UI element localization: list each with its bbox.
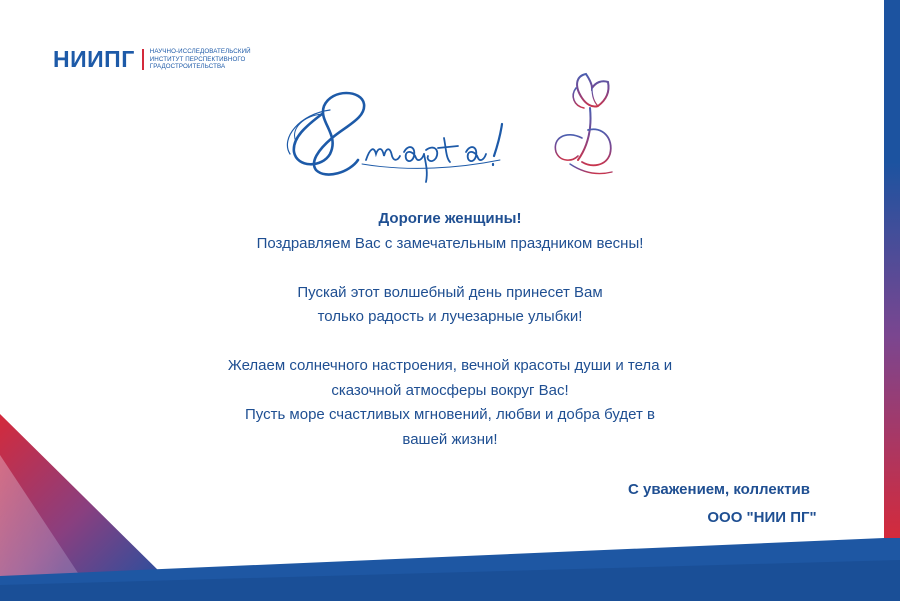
message-line: только радость и лучезарные улыбки! xyxy=(317,308,583,325)
message-line: Пускай этот волшебный день принесет Вам xyxy=(297,283,603,301)
signature-line: С уважением, коллектив xyxy=(628,481,810,498)
greeting-heading: Дорогие женщины! xyxy=(378,210,522,227)
message-gap xyxy=(150,330,750,355)
logo-divider xyxy=(142,49,144,70)
logo-subtitle xyxy=(150,48,251,71)
message-gap xyxy=(150,256,750,281)
message-line: вашей жизни! xyxy=(402,430,498,448)
company-name: ООО "НИИ ПГ" xyxy=(707,509,817,526)
greeting-message xyxy=(150,207,750,452)
message-line: сказочной атмосферы вокруг Вас! xyxy=(331,381,569,399)
message-line: Пусть море счастливых мгновений, любви и добра будет в xyxy=(244,406,656,423)
logo xyxy=(53,46,251,73)
title-text xyxy=(270,68,630,198)
logo-mark: НИИПГ xyxy=(53,46,135,72)
logo-subtitle-line: ИНСТИТУТ ПЕРСПЕКТИВНОГО xyxy=(149,55,246,63)
message-line: Желаем солнечного настроения, вечной красоты души и тела и xyxy=(227,357,673,374)
holiday-title xyxy=(270,68,630,198)
logo-subtitle-line: ГРАДОСТРОИТЕЛЬСТВА xyxy=(149,63,226,71)
logo-subtitle-line: НАУЧНО-ИССЛЕДОВАТЕЛЬСКИЙ xyxy=(149,48,251,56)
left-corner-decoration xyxy=(0,414,164,576)
message-line: Поздравляем Вас с замечательным праздником весны! xyxy=(256,234,644,252)
